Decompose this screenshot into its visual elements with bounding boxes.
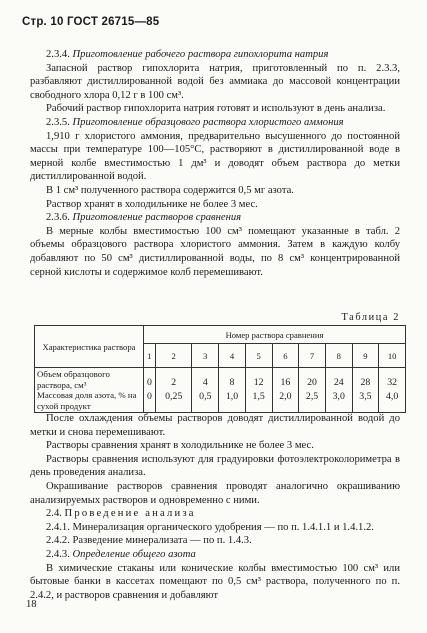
value-volume: 28: [360, 377, 371, 389]
section-number: 2.3.6.: [46, 212, 70, 224]
value-nitrogen: 1,0: [225, 391, 239, 403]
column-number: 6: [272, 344, 299, 368]
column-number: 9: [352, 344, 379, 368]
page-header: Стр. 10 ГОСТ 26715—85: [22, 16, 160, 28]
section-title: Приготовление образцового раствора хлористого аммония: [72, 116, 344, 128]
section-title: Приготовление рабочего раствора гипохлорита натрия: [72, 49, 329, 60]
paragraph: Рабочий раствор гипохлорита натрия готовят и используют в день анализа.: [46, 103, 386, 115]
table-cell: [155, 368, 192, 413]
value-volume: 0: [146, 377, 152, 389]
value-volume: 12: [253, 377, 264, 389]
section-number: 2.4.3.: [46, 548, 70, 560]
value-volume: 4: [202, 377, 208, 389]
value-volume: 24: [333, 377, 344, 389]
value-volume: 8: [229, 377, 235, 389]
page-number: 18: [26, 599, 37, 610]
column-number: 7: [299, 344, 326, 368]
section-2-3-4-heading: [30, 48, 400, 62]
section-title: Определение общего азота: [72, 548, 196, 560]
paragraph: 1,910 г хлористого аммония, предварительно высушенного до постоянной массы при температуре 100—105°С, растворяют в дистиллированной воде в мерной колбе вместимостью 1 дм³ и доводят объем раствора до метки дистиллированной водой.: [30, 130, 400, 183]
column-group-header: Номер раствора сравнения: [144, 326, 406, 344]
table-cell: [245, 368, 272, 413]
row-labels: [35, 368, 144, 413]
table-cell: [352, 368, 379, 413]
paragraph: В мерные колбы вместимостью 100 см³ помещают указанные в табл. 2 объемы образцового раствора хлористого аммония. Затем в каждую колбу добавляют по 50 см³ дистиллированной воды, по 8 см³ концентрированной серной кислоты и содержимое колб перемешивают.: [30, 225, 400, 278]
section-2-3-6-heading: [30, 211, 400, 225]
section-number: 2.3.4.: [46, 49, 70, 60]
table-cell: [325, 368, 352, 413]
column-number: 1: [144, 344, 156, 368]
paragraph: 2.4.1. Минерализация органического удобрения — по п. 1.4.1.1 и 1.4.1.2.: [46, 521, 374, 533]
paragraph: Запасной раствор гипохлорита натрия, приготовленный по п. 2.3.3, разбавляют дистиллированной водой без аммиака до массовой концентрации свободного хлора 0,12 г в 100 см³.: [30, 62, 400, 101]
table-cell: [299, 368, 326, 413]
value-nitrogen: 3,5: [359, 391, 372, 403]
row-label-nitrogen: Массовая доля азота, % на сухой продукт: [37, 390, 137, 411]
value-volume: 20: [307, 377, 317, 389]
paragraph: Растворы сравнения хранят в холодильнике не более 3 мес.: [46, 440, 314, 452]
paragraph: Раствор хранят в холодильнике не более 3 мес.: [46, 198, 258, 210]
value-nitrogen: 2,5: [305, 391, 319, 403]
column-header-characteristic: Характеристика раствора: [35, 326, 144, 368]
body-text-top: [30, 48, 400, 279]
column-number: 10: [379, 344, 406, 368]
paragraph: Окрашивание растворов сравнения проводят аналогично окрашиванию анализируемых растворов и одновременно с ними.: [30, 480, 400, 506]
column-number: 2: [155, 344, 192, 368]
section-2-4-heading: [30, 507, 400, 521]
section-number: 2.3.5.: [46, 116, 70, 128]
value-nitrogen: 0,25: [165, 391, 183, 403]
paragraph: В химические стаканы или конические колбы вместимостью 100 см³ или бытовые банки в кассетах помещают по 0,5 см³ раствора, полученного по п. 2.4.2, и растворов сравнения и добавляют: [30, 562, 400, 601]
value-nitrogen: 4,0: [386, 391, 399, 403]
value-volume: 2: [171, 377, 177, 389]
value-volume: 16: [280, 377, 291, 389]
paragraph: После охлаждения объемы растворов доводят дистиллированной водой до метки и снова перемешивают.: [30, 413, 400, 438]
table-cell: [379, 368, 406, 413]
table-cell: [192, 368, 219, 413]
section-2-3-5-heading: [30, 116, 400, 130]
body-text-bottom: [30, 412, 400, 602]
table-2: [34, 325, 406, 413]
column-number: 3: [192, 344, 219, 368]
section-number: 2.4.: [46, 508, 62, 520]
value-nitrogen: 0: [146, 391, 152, 403]
value-nitrogen: 3,0: [332, 391, 345, 403]
section-2-4-3-heading: [30, 548, 400, 562]
column-number: 5: [245, 344, 272, 368]
table-caption: Таблица 2: [341, 312, 400, 323]
value-volume: 32: [387, 377, 398, 389]
row-label-volume: Объем образцового раствора, см³: [37, 369, 110, 390]
value-nitrogen: 1,5: [252, 391, 265, 403]
column-number: 4: [219, 344, 246, 368]
paragraph: Растворы сравнения используют для градуировки фотоэлектроколориметра в день проведения анализа.: [30, 453, 400, 479]
paragraph: 2.4.2. Разведение минерализата — по п. 1.4.3.: [46, 535, 252, 547]
column-number: 8: [325, 344, 352, 368]
value-nitrogen: 0,5: [199, 391, 212, 403]
section-title: Проведение анализа: [64, 508, 196, 520]
section-title: Приготовление растворов сравнения: [72, 212, 242, 224]
value-nitrogen: 2,0: [279, 391, 292, 403]
paragraph: В 1 см³ полученного раствора содержится 0,5 мг азота.: [46, 184, 294, 196]
table-cell: [144, 368, 156, 413]
table-cell: [219, 368, 246, 413]
table-cell: [272, 368, 299, 413]
